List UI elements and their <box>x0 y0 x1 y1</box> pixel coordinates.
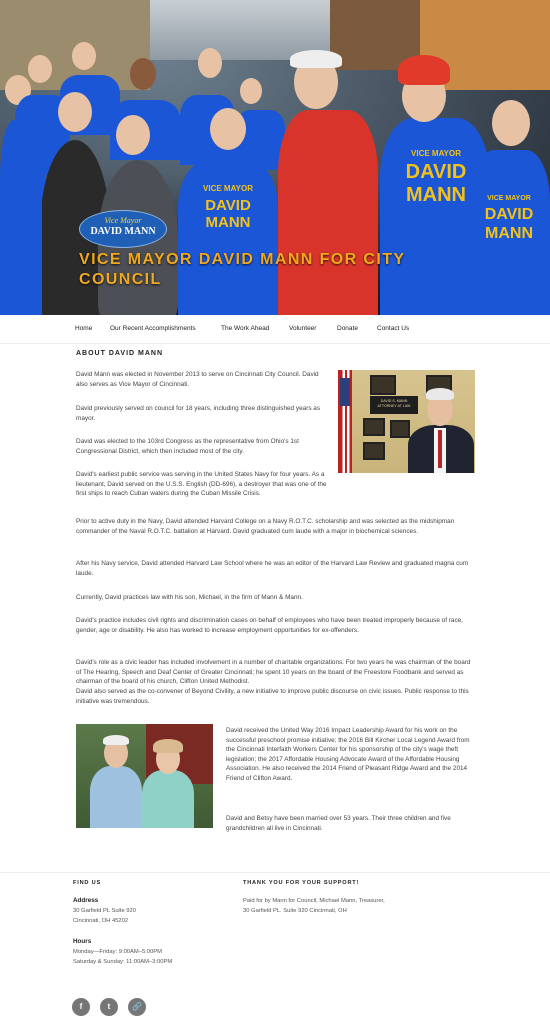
paragraph: After his Navy service, David attended Harvard Law School where he was an editor of the Harvard Law Review and graduated magna cum laude. <box>76 560 469 577</box>
hours-label: Hours <box>73 938 92 945</box>
person-shirt <box>0 160 42 315</box>
shirt-text-mann: MANN <box>406 184 466 206</box>
thank-you-heading: THANK YOU FOR YOUR SUPPORT! <box>243 880 360 886</box>
paid-for-line1: Paid for by Mann for Council, Michael Mann, Treasurer, <box>243 898 385 904</box>
nameplate-line1: DAVID S. MANN <box>380 399 408 403</box>
paragraph: David's practice includes civil rights and discrimination cases on behalf of employees who have been treated improperly because of race, gender, age or disability. He also has worked to increase employment opportunities for ex-offenders. <box>76 617 463 634</box>
paragraph: David's earliest public service was serving in the United States Navy for four years. As a lieutenant, David served on the U.S.S. English (DD-696), a destroyer that was one of the first ships to reach Cuban waters during the Cuban Missile Crisis. <box>76 471 327 497</box>
site-title[interactable]: VICE MAYOR DAVID MANN FOR CITY COUNCIL <box>79 251 406 288</box>
shirt-text-mann: MANN <box>485 225 533 242</box>
paragraph: Currently, David practices law with his son, Michael, in the firm of Mann & Mann. <box>76 594 303 601</box>
badge-line1: Vice Mayor <box>104 216 142 225</box>
shirt-text-david: DAVID <box>405 161 467 183</box>
paragraph: Prior to active duty in the Navy, David attended Harvard College on a Navy R.O.T.C. scholarship and was selected as the midshipman commander of the Naval R.O.T.C. battalion at Harvard. David graduated cum laude with a major in biochemical sciences. <box>76 518 455 535</box>
address-line1: 30 Garfield PL Suite 920 <box>73 908 136 914</box>
nav-volunteer[interactable]: Volunteer <box>289 325 317 332</box>
paragraph: David also served as the co-convener of Beyond Civility, a new initiative to improve public discourse on civic issues. Public response to this initiative was tremendous. <box>76 688 469 705</box>
paragraph: David Mann was elected in November 2013 to serve on Cincinnati City Council. David also serves as Vice Mayor of Cincinnati. <box>76 371 319 388</box>
main-navigation <box>0 315 550 344</box>
wall-frame <box>363 418 385 436</box>
badge-line2: DAVID MANN <box>90 226 156 237</box>
paragraph: David received the United Way 2016 Impact Leadership Award for his work on the successful preschool promise initiative; the 2016 Bill Kircher Local Legend Award from the Cincinnati Interfaith Workers Center for his sponsorship of the city's wage theft legislation; the 2017 Affordable Housing Advocate Award of the Affordable Housing Association. He also received the 2014 Friend of Pleasant Ridge Award and the 2014 Friend of Clifton Award. <box>226 727 470 782</box>
flag-canton <box>340 378 350 406</box>
david-and-betsy-photo <box>76 724 213 828</box>
nav-donate[interactable]: Donate <box>337 325 358 332</box>
person-head <box>492 100 530 146</box>
twitter-icon[interactable]: t <box>100 998 118 1016</box>
red-helmet <box>398 55 450 85</box>
paragraph: David previously served on council for 18 years, including three distinguished years as mayor. <box>76 405 321 422</box>
shirt-text-vice-mayor: VICE MAYOR <box>487 195 531 202</box>
person-head <box>116 115 150 155</box>
page-title: ABOUT DAVID MANN <box>76 350 164 357</box>
nav-contact-us[interactable]: Contact Us <box>377 325 410 332</box>
facebook-icon[interactable]: f <box>72 998 90 1016</box>
paragraph: David's role as a civic leader has included involvement in a number of charitable organizations: For two years he was chairman of the board of The Hearing, Speech and Deaf Center of Greater Cincinnati; he spent 10 years on the board of the Freestore Foodbank and served as chairman of the board of his church, Clifton United Methodist. <box>76 659 471 685</box>
wall-frame <box>370 375 396 395</box>
red-tie <box>438 430 442 468</box>
nav-work-ahead[interactable]: The Work Ahead <box>221 325 270 332</box>
shirt-text-david: DAVID <box>484 206 534 223</box>
hours-line1: Monday—Friday: 9:00AM–5:00PM <box>73 949 162 955</box>
find-us-heading: FIND US <box>73 880 101 886</box>
blue-shirt <box>90 766 142 828</box>
wall-frame <box>390 420 410 438</box>
paragraph: David and Betsy have been married over 53 years. Their three children and five grandchildren all live in Cincinnati. <box>226 815 451 832</box>
blonde-hair <box>153 739 183 753</box>
person-head <box>28 55 52 83</box>
person-head <box>72 42 96 70</box>
shirt-text-david: DAVID <box>205 197 251 214</box>
vice-mayor-logo-badge[interactable] <box>79 210 167 248</box>
nameplate-sign <box>370 396 418 414</box>
paragraph: David was elected to the 103rd Congress as the representative from Ohio's 1st Congressional District, which then included most of the city. <box>76 438 299 455</box>
person-head <box>240 78 262 104</box>
person-head <box>198 48 222 78</box>
white-hair <box>103 735 129 745</box>
shirt-text-mann: MANN <box>205 214 251 231</box>
nav-recent-accomplishments[interactable]: Our Recent Accomplishments <box>110 325 196 332</box>
wall-frame <box>363 442 385 460</box>
white-hair <box>290 50 342 68</box>
person-head <box>58 92 92 132</box>
white-hair <box>426 388 454 400</box>
nav-home[interactable]: Home <box>75 325 93 332</box>
address-line2: Cincinnati, OH 45202 <box>73 918 129 924</box>
david-mann-office-photo <box>338 370 475 473</box>
header-hero-image <box>0 0 550 315</box>
shirt-text-vice-mayor: VICE MAYOR <box>411 149 461 158</box>
address-label: Address <box>73 897 99 904</box>
hours-line2: Saturday & Sunday: 11:00AM–3:00PM <box>73 959 173 965</box>
paid-for-line2: 30 Garfield PL. Suite 920 Cincinnati, OH <box>243 908 347 914</box>
shirt-text-vice-mayor: VICE MAYOR <box>203 184 253 193</box>
nameplate-line2: ATTORNEY AT LAW <box>377 404 411 408</box>
person-head <box>210 108 246 150</box>
link-icon[interactable]: 🔗 <box>128 998 146 1016</box>
teal-jacket <box>142 770 194 828</box>
person-head <box>130 58 156 90</box>
